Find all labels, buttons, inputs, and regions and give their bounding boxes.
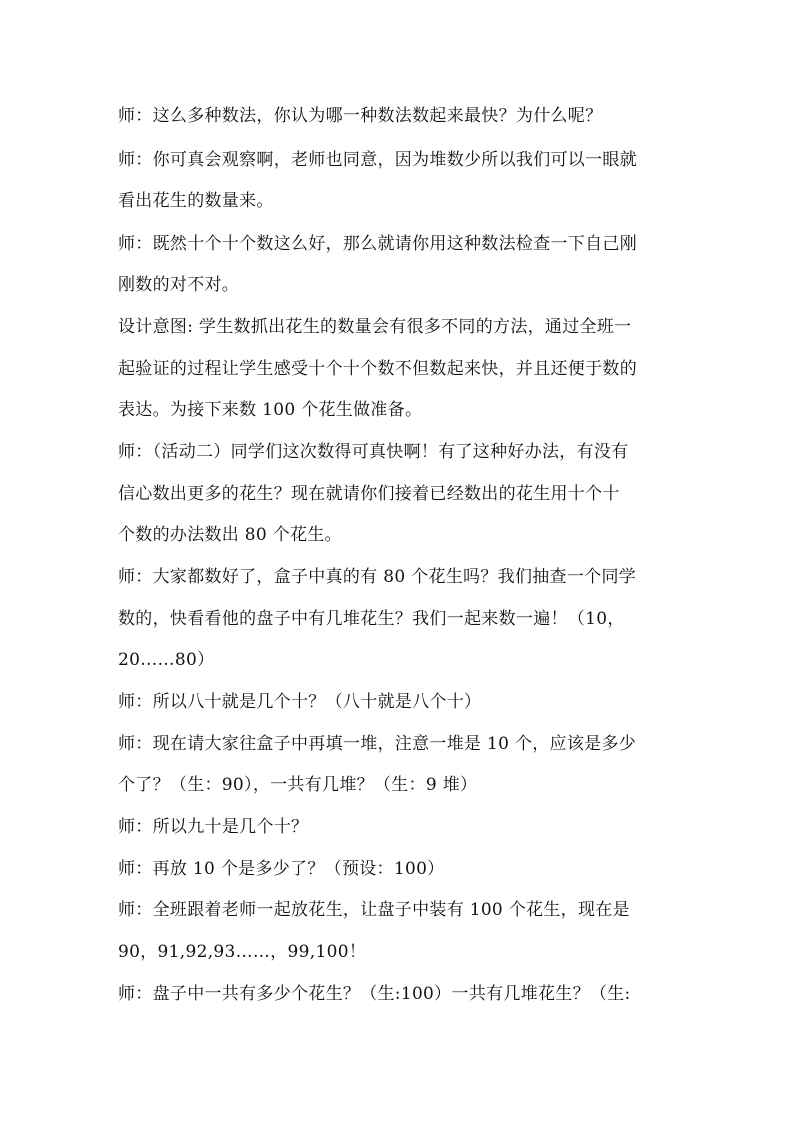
text-line: 师：所以八十就是几个十？（八十就是八个十） — [118, 692, 482, 712]
text-line: 师：你可真会观察啊，老师也同意，因为堆数少所以我们可以一眼就 — [118, 150, 637, 170]
text-line: 师：大家都数好了，盒子中真的有 80 个花生吗？我们抽查一个同学 — [118, 567, 637, 587]
text-line: 设计意图: 学生数抓出花生的数量会有很多不同的方法，通过全班一 — [118, 317, 632, 337]
text-line: 数的，快看看他的盘子中有几堆花生？我们一起来数一遍！（10， — [118, 609, 625, 629]
text-line: 起验证的过程让学生感受十个十个数不但数起来快，并且还便于数的 — [118, 359, 637, 379]
text-line: 师：盘子中一共有多少个花生？（生:100）一共有几堆花生？（生: — [118, 984, 631, 1004]
text-line: 师：这么多种数法，你认为哪一种数法数起来最快？为什么呢？ — [118, 106, 603, 126]
text-line: 师：既然十个十个数这么好，那么就请你用这种数法检查一下自己刚 — [118, 234, 637, 254]
text-line: 师：所以九十是几个十？ — [118, 817, 309, 837]
text-line: 90，91,92,93……，99,100！ — [118, 942, 367, 962]
text-line: 个了？（生：90），一共有几堆？（生：9 堆） — [118, 775, 478, 795]
text-line: 刚数的对不对。 — [118, 275, 240, 295]
text-line: 20……80） — [118, 650, 215, 670]
text-line: 师：（活动二）同学们这次数得可真快啊！有了这种好办法，有没有 — [118, 442, 629, 462]
text-line: 个数的办法数出 80 个花生。 — [118, 525, 342, 545]
text-line: 信心数出更多的花生？现在就请你们接着已经数出的花生用十个十 — [118, 484, 620, 504]
text-line: 师：再放 10 个是多少了？（预设：100） — [118, 859, 445, 879]
text-line: 表达。为接下来数 100 个花生做准备。 — [118, 400, 423, 420]
text-line: 看出花生的数量来。 — [118, 191, 274, 211]
text-line: 师：现在请大家往盒子中再填一堆，注意一堆是 10 个，应该是多少 — [118, 734, 637, 754]
text-line: 师：全班跟着老师一起放花生，让盘子中装有 100 个花生，现在是 — [118, 900, 630, 920]
